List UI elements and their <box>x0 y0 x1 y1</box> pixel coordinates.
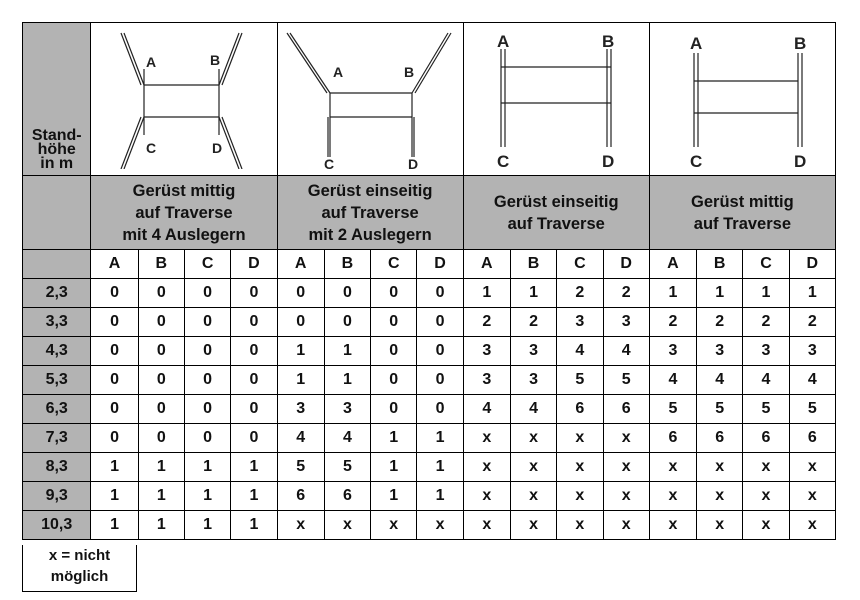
table-row <box>23 308 836 337</box>
table-cell: 1 <box>184 482 230 511</box>
table-cell: x <box>510 511 556 540</box>
table-cell: x <box>371 511 417 540</box>
diagram-row <box>23 23 836 176</box>
table-cell: 6 <box>603 395 649 424</box>
group-header-2: Gerüst einseitig auf Traverse mit 2 Auslegern <box>277 176 463 250</box>
table-cell: 1 <box>463 279 510 308</box>
table-row <box>23 337 836 366</box>
table-cell: 1 <box>184 453 230 482</box>
group-header-row <box>23 176 836 250</box>
table-cell: 0 <box>91 337 138 366</box>
diagram-label-c: C <box>324 156 335 169</box>
table-cell: x <box>743 511 789 540</box>
table-cell: 0 <box>91 366 138 395</box>
table-cell: 3 <box>697 337 743 366</box>
table-cell: 0 <box>324 279 370 308</box>
table-cell: 6 <box>697 424 743 453</box>
column-letter-a: A <box>91 250 138 279</box>
column-letter-c: C <box>743 250 789 279</box>
group-header-blank <box>23 176 91 250</box>
row-height-label: 7,3 <box>23 424 91 453</box>
table-cell: x <box>510 424 556 453</box>
table-cell: 6 <box>789 424 835 453</box>
table-cell: 1 <box>789 279 835 308</box>
table-cell: 1 <box>371 453 417 482</box>
table-cell: x <box>603 511 649 540</box>
row-height-label: 5,3 <box>23 366 91 395</box>
table-cell: 0 <box>184 337 230 366</box>
table-cell: 0 <box>371 366 417 395</box>
table-cell: 5 <box>277 453 324 482</box>
table-cell: x <box>510 482 556 511</box>
diagram-label-c: C <box>145 140 157 156</box>
table-cell: 2 <box>789 308 835 337</box>
table-cell: 0 <box>417 337 463 366</box>
table-cell: x <box>557 482 603 511</box>
diagram-label-b: B <box>602 32 615 51</box>
column-letter-b: B <box>138 250 184 279</box>
table-cell: 0 <box>231 395 277 424</box>
table-cell: 0 <box>231 337 277 366</box>
table-cell: 6 <box>324 482 370 511</box>
column-letter-b: B <box>510 250 556 279</box>
table-cell: 0 <box>371 308 417 337</box>
table-cell: 3 <box>510 337 556 366</box>
table-cell: 5 <box>557 366 603 395</box>
column-letter-d: D <box>231 250 277 279</box>
table-cell: x <box>649 453 696 482</box>
table-cell: 1 <box>417 453 463 482</box>
table-cell: 3 <box>603 308 649 337</box>
table-cell: 3 <box>324 395 370 424</box>
diagram-label-d: D <box>211 140 223 156</box>
column-letter-d: D <box>603 250 649 279</box>
table-cell: 0 <box>277 279 324 308</box>
table-cell: 4 <box>697 366 743 395</box>
column-letter-d: D <box>789 250 835 279</box>
column-letter-a: A <box>649 250 696 279</box>
table-cell: 0 <box>184 308 230 337</box>
table-cell: 1 <box>138 482 184 511</box>
legend: x = nicht möglich <box>22 545 137 592</box>
table-cell: 5 <box>789 395 835 424</box>
table-cell: 1 <box>743 279 789 308</box>
table-cell: 0 <box>277 308 324 337</box>
scaffold-diagram-3 <box>466 29 646 169</box>
table-cell: x <box>277 511 324 540</box>
row-height-label: 6,3 <box>23 395 91 424</box>
table-cell: 0 <box>417 308 463 337</box>
table-row <box>23 366 836 395</box>
table-cell: 0 <box>184 395 230 424</box>
table-cell: 1 <box>324 366 370 395</box>
table-cell: 0 <box>371 337 417 366</box>
group-header-1: Gerüst mittig auf Traverse mit 4 Auslegern <box>91 176 277 250</box>
table-cell: x <box>603 482 649 511</box>
table-cell: x <box>697 453 743 482</box>
group-header-4: Gerüst mittig auf Traverse <box>649 176 835 250</box>
diagram-label-c: C <box>690 152 703 169</box>
table-cell: 4 <box>463 395 510 424</box>
table-cell: 5 <box>603 366 649 395</box>
table-cell: x <box>789 511 835 540</box>
table-cell: x <box>649 511 696 540</box>
table-cell: 2 <box>649 308 696 337</box>
table-cell: 1 <box>417 424 463 453</box>
table-cell: 0 <box>91 279 138 308</box>
table-cell: 0 <box>138 366 184 395</box>
column-letter-c: C <box>557 250 603 279</box>
ballast-table <box>22 22 836 540</box>
row-height-label: 10,3 <box>23 511 91 540</box>
diagram-label-c: C <box>497 152 510 169</box>
column-letter-b: B <box>697 250 743 279</box>
table-cell: 0 <box>184 424 230 453</box>
table-cell: 0 <box>138 395 184 424</box>
column-letter-row <box>23 250 836 279</box>
table-cell: x <box>649 482 696 511</box>
table-cell: 3 <box>463 366 510 395</box>
table-cell: 2 <box>603 279 649 308</box>
diagram-four-outriggers <box>91 23 277 176</box>
row-height-label: 2,3 <box>23 279 91 308</box>
table-cell: 0 <box>417 279 463 308</box>
table-cell: 4 <box>510 395 556 424</box>
table-cell: 1 <box>277 337 324 366</box>
row-height-label: 8,3 <box>23 453 91 482</box>
table-cell: 3 <box>557 308 603 337</box>
table-cell: 3 <box>510 366 556 395</box>
table-cell: 4 <box>649 366 696 395</box>
diagram-label-b: B <box>794 34 807 53</box>
table-cell: 0 <box>231 424 277 453</box>
group-header-3: Gerüst einseitig auf Traverse <box>463 176 649 250</box>
row-height-label: 9,3 <box>23 482 91 511</box>
table-cell: 1 <box>231 453 277 482</box>
column-letter-a: A <box>463 250 510 279</box>
table-cell: 0 <box>231 308 277 337</box>
table-cell: 2 <box>697 308 743 337</box>
table-row <box>23 482 836 511</box>
table-cell: 2 <box>463 308 510 337</box>
table-cell: 0 <box>371 279 417 308</box>
table-cell: 3 <box>277 395 324 424</box>
table-cell: 0 <box>371 395 417 424</box>
table-cell: 0 <box>91 395 138 424</box>
table-cell: 3 <box>743 337 789 366</box>
table-row <box>23 424 836 453</box>
table-cell: x <box>697 511 743 540</box>
table-cell: 0 <box>417 366 463 395</box>
table-cell: x <box>789 482 835 511</box>
table-cell: 1 <box>277 366 324 395</box>
table-cell: 5 <box>743 395 789 424</box>
table-cell: x <box>743 482 789 511</box>
column-letter-b: B <box>324 250 370 279</box>
diagram-label-a: A <box>690 34 703 53</box>
column-letter-c: C <box>184 250 230 279</box>
diagram-two-outriggers <box>277 23 463 176</box>
table-cell: 2 <box>510 308 556 337</box>
table-cell: x <box>463 511 510 540</box>
table-cell: 1 <box>184 511 230 540</box>
table-cell: 3 <box>789 337 835 366</box>
diagram-label-d: D <box>602 152 615 169</box>
table-cell: x <box>697 482 743 511</box>
table-cell: 4 <box>557 337 603 366</box>
table-cell: x <box>603 424 649 453</box>
table-cell: 1 <box>649 279 696 308</box>
table-cell: x <box>463 424 510 453</box>
scaffold-diagram-4 <box>652 29 832 169</box>
table-cell: 1 <box>417 482 463 511</box>
table-cell: 4 <box>743 366 789 395</box>
table-cell: 1 <box>371 482 417 511</box>
table-cell: 5 <box>324 453 370 482</box>
column-letter-d: D <box>417 250 463 279</box>
height-header-label: Stand- höhe in m <box>31 127 82 172</box>
diagram-label-b: B <box>209 52 221 68</box>
table-cell: x <box>789 453 835 482</box>
table-cell: 1 <box>138 453 184 482</box>
table-cell: 6 <box>277 482 324 511</box>
row-height-label: 3,3 <box>23 308 91 337</box>
table-cell: x <box>463 453 510 482</box>
table-cell: 2 <box>557 279 603 308</box>
diagram-one-sided <box>463 23 649 176</box>
height-header <box>23 23 91 176</box>
table-cell: 1 <box>510 279 556 308</box>
table-cell: x <box>557 453 603 482</box>
table-cell: 5 <box>697 395 743 424</box>
table-cell: 1 <box>697 279 743 308</box>
table-cell: 0 <box>184 279 230 308</box>
table-cell: 6 <box>557 395 603 424</box>
table-cell: 5 <box>649 395 696 424</box>
column-letter-a: A <box>277 250 324 279</box>
table-cell: x <box>463 482 510 511</box>
column-letter-c: C <box>371 250 417 279</box>
table-cell: x <box>324 511 370 540</box>
table-cell: 0 <box>184 366 230 395</box>
table-row <box>23 279 836 308</box>
diagram-label-a: A <box>497 32 510 51</box>
table-cell: 1 <box>324 337 370 366</box>
table-cell: 4 <box>324 424 370 453</box>
table-cell: x <box>743 453 789 482</box>
table-cell: 4 <box>277 424 324 453</box>
table-cell: x <box>557 511 603 540</box>
table-cell: 0 <box>231 279 277 308</box>
column-letter-blank <box>23 250 91 279</box>
table-cell: 1 <box>91 482 138 511</box>
table-cell: x <box>417 511 463 540</box>
table-cell: 4 <box>789 366 835 395</box>
diagram-label-d: D <box>408 156 419 169</box>
diagram-label-a: A <box>145 54 157 70</box>
table-cell: 6 <box>743 424 789 453</box>
table-cell: 1 <box>371 424 417 453</box>
table-cell: 3 <box>463 337 510 366</box>
diagram-centered <box>649 23 835 176</box>
table-cell: 0 <box>324 308 370 337</box>
table-row <box>23 395 836 424</box>
diagram-label-a: A <box>333 64 344 80</box>
table-cell: 1 <box>91 453 138 482</box>
table-cell: 0 <box>91 308 138 337</box>
diagram-label-d: D <box>794 152 807 169</box>
scaffold-diagram-1 <box>94 29 274 169</box>
table-cell: 4 <box>603 337 649 366</box>
table-cell: 0 <box>231 366 277 395</box>
diagram-label-b: B <box>404 64 415 80</box>
table-cell: x <box>603 453 649 482</box>
table-cell: 0 <box>138 279 184 308</box>
table-cell: 0 <box>417 395 463 424</box>
table-cell: 3 <box>649 337 696 366</box>
scaffold-diagram-2 <box>280 29 460 169</box>
table-cell: 2 <box>743 308 789 337</box>
table-cell: 0 <box>138 337 184 366</box>
table-cell: 0 <box>91 424 138 453</box>
table-row <box>23 453 836 482</box>
table-cell: 1 <box>231 511 277 540</box>
table-cell: 1 <box>138 511 184 540</box>
table-cell: 6 <box>649 424 696 453</box>
table-cell: x <box>510 453 556 482</box>
table-cell: x <box>557 424 603 453</box>
table-cell: 1 <box>91 511 138 540</box>
table-cell: 0 <box>138 424 184 453</box>
table-cell: 1 <box>231 482 277 511</box>
row-height-label: 4,3 <box>23 337 91 366</box>
table-row <box>23 511 836 540</box>
table-cell: 0 <box>138 308 184 337</box>
